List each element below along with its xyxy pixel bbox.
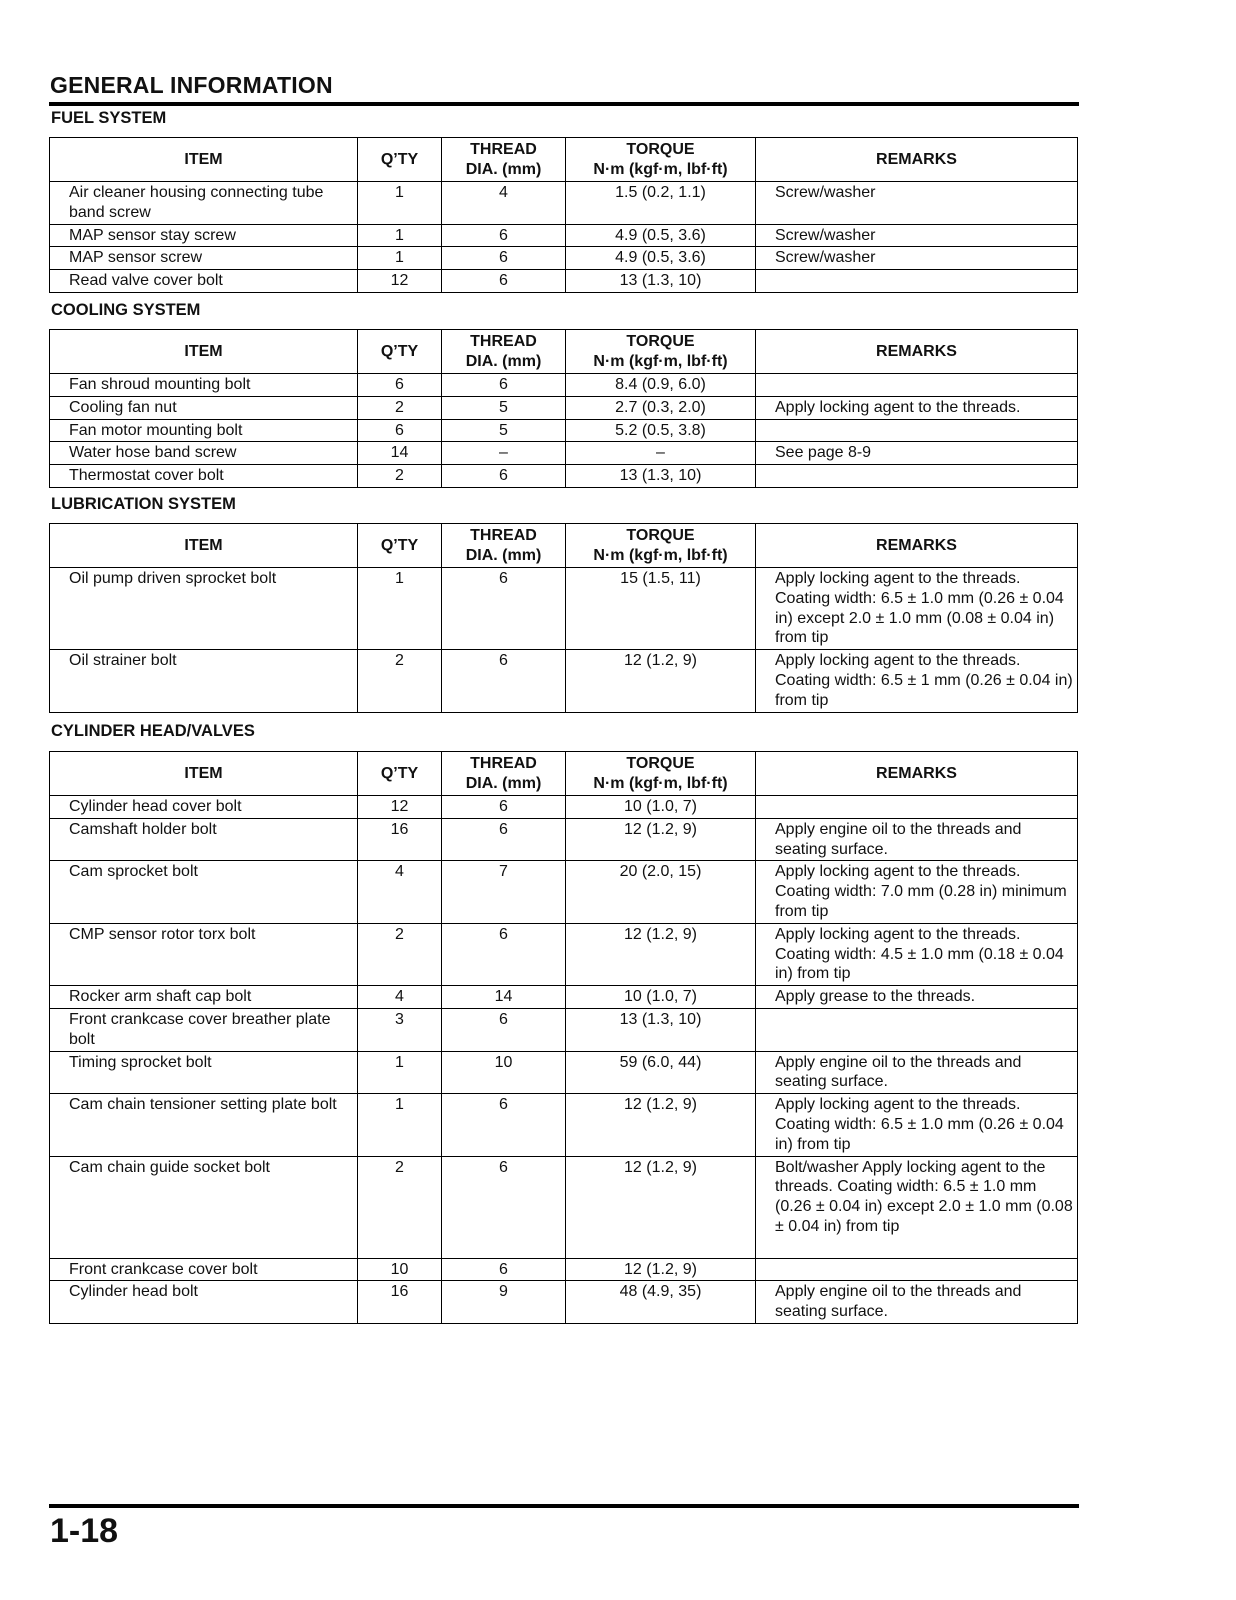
- cell-qty: 2: [358, 650, 442, 712]
- header-torque: [566, 330, 756, 374]
- header-thread-line: THREAD: [470, 526, 537, 544]
- cell-remarks: Apply locking agent to the threads. Coating width: 4.5 ± 1.0 mm (0.18 ± 0.04 in) from tip: [756, 923, 1078, 985]
- cell-remarks: [756, 270, 1078, 293]
- cell-thread: 6: [442, 270, 566, 293]
- cell-item: Camshaft holder bolt: [50, 818, 358, 861]
- header-thread-line: DIA. (mm): [465, 546, 542, 564]
- cell-qty: 1: [358, 568, 442, 650]
- cell-qty: 2: [358, 923, 442, 985]
- cell-thread: –: [442, 442, 566, 465]
- header-qty: [358, 138, 442, 182]
- cell-torque: 8.4 (0.9, 6.0): [566, 374, 756, 397]
- cell-qty: 16: [358, 818, 442, 861]
- header-torque: [566, 524, 756, 568]
- cell-item: Cam chain guide socket bolt: [50, 1156, 358, 1258]
- cell-thread: 6: [442, 650, 566, 712]
- header-torque-line: N·m (kgf·m, lbf·ft): [593, 546, 728, 564]
- header-thread: [442, 138, 566, 182]
- cell-remarks: Bolt/washer Apply locking agent to the threads. Coating width: 6.5 ± 1.0 mm (0.26 ± 0.04 in) except 2.0 ± 1.0 mm (0.08 ± 0.04 in) from tip: [756, 1156, 1078, 1258]
- cell-thread: 6: [442, 796, 566, 819]
- header-thread-line: DIA. (mm): [465, 352, 542, 370]
- cell-item: Cylinder head cover bolt: [50, 796, 358, 819]
- header-qty: [358, 752, 442, 796]
- header-torque-line: TORQUE: [626, 332, 695, 350]
- table-row: [50, 224, 1078, 247]
- table-row: [50, 465, 1078, 488]
- header-row: [50, 330, 1078, 374]
- header-remarks-line: REMARKS: [876, 764, 957, 782]
- cell-qty: 10: [358, 1258, 442, 1281]
- section-title: LUBRICATION SYSTEM: [51, 495, 236, 513]
- cell-item: Oil strainer bolt: [50, 650, 358, 712]
- table-row: [50, 1258, 1078, 1281]
- section-title: CYLINDER HEAD/VALVES: [51, 722, 255, 740]
- table-row: [50, 247, 1078, 270]
- table-row: [50, 650, 1078, 712]
- header-remarks-line: REMARKS: [876, 536, 957, 554]
- cell-remarks: Screw/washer: [756, 182, 1078, 225]
- header-thread: [442, 524, 566, 568]
- header-remarks-line: REMARKS: [876, 150, 957, 168]
- table-row: [50, 1008, 1078, 1051]
- cell-qty: 4: [358, 861, 442, 923]
- torque-spec-table: [49, 751, 1078, 1324]
- header-item-line: ITEM: [184, 150, 223, 168]
- cell-thread: 4: [442, 182, 566, 225]
- header-thread-line: DIA. (mm): [465, 160, 542, 178]
- header-thread-line: THREAD: [470, 754, 537, 772]
- cell-qty: 2: [358, 396, 442, 419]
- cell-torque: 48 (4.9, 35): [566, 1281, 756, 1324]
- cell-remarks: Apply engine oil to the threads and seating surface.: [756, 1281, 1078, 1324]
- cell-item: Fan motor mounting bolt: [50, 419, 358, 442]
- table-row: [50, 270, 1078, 293]
- cell-torque: 4.9 (0.5, 3.6): [566, 247, 756, 270]
- cell-qty: 12: [358, 796, 442, 819]
- header-qty: [358, 330, 442, 374]
- cell-torque: 5.2 (0.5, 3.8): [566, 419, 756, 442]
- header-thread-line: THREAD: [470, 140, 537, 158]
- header-torque: [566, 138, 756, 182]
- header-qty-line: Q’TY: [380, 764, 419, 782]
- header-qty-line: Q’TY: [380, 342, 419, 360]
- cell-remarks: Screw/washer: [756, 224, 1078, 247]
- cell-qty: 16: [358, 1281, 442, 1324]
- table-row: [50, 442, 1078, 465]
- section-title: COOLING SYSTEM: [51, 301, 201, 319]
- header-item: [50, 138, 358, 182]
- title-divider: [49, 102, 1079, 106]
- cell-remarks: See page 8-9: [756, 442, 1078, 465]
- cell-torque: 15 (1.5, 11): [566, 568, 756, 650]
- cell-torque: 13 (1.3, 10): [566, 270, 756, 293]
- page-number: 1-18: [50, 1512, 119, 1550]
- cell-torque: 12 (1.2, 9): [566, 1094, 756, 1156]
- cell-torque: 13 (1.3, 10): [566, 465, 756, 488]
- cell-qty: 1: [358, 224, 442, 247]
- header-thread: [442, 752, 566, 796]
- cell-qty: 14: [358, 442, 442, 465]
- header-remarks: [756, 752, 1078, 796]
- cell-item: Cooling fan nut: [50, 396, 358, 419]
- cell-qty: 3: [358, 1008, 442, 1051]
- header-item-line: ITEM: [184, 764, 223, 782]
- header-row: [50, 524, 1078, 568]
- cell-item: Air cleaner housing connecting tube band screw: [50, 182, 358, 225]
- cell-thread: 5: [442, 419, 566, 442]
- cell-item: Timing sprocket bolt: [50, 1051, 358, 1094]
- cell-torque: 2.7 (0.3, 2.0): [566, 396, 756, 419]
- cell-thread: 10: [442, 1051, 566, 1094]
- cell-thread: 6: [442, 1156, 566, 1258]
- cell-thread: 6: [442, 374, 566, 397]
- header-torque-line: TORQUE: [626, 754, 695, 772]
- cell-thread: 14: [442, 986, 566, 1009]
- cell-qty: 1: [358, 1094, 442, 1156]
- cell-item: Front crankcase cover breather plate bolt: [50, 1008, 358, 1051]
- cell-item: MAP sensor stay screw: [50, 224, 358, 247]
- header-item-line: ITEM: [184, 342, 223, 360]
- section-title: FUEL SYSTEM: [51, 109, 167, 127]
- table-row: [50, 1094, 1078, 1156]
- cell-remarks: Apply grease to the threads.: [756, 986, 1078, 1009]
- cell-qty: 12: [358, 270, 442, 293]
- cell-remarks: Screw/washer: [756, 247, 1078, 270]
- cell-remarks: [756, 1008, 1078, 1051]
- cell-torque: 10 (1.0, 7): [566, 796, 756, 819]
- cell-torque: 13 (1.3, 10): [566, 1008, 756, 1051]
- header-thread: [442, 330, 566, 374]
- cell-thread: 6: [442, 1258, 566, 1281]
- table-row: [50, 1051, 1078, 1094]
- torque-spec-table: [49, 329, 1078, 488]
- cell-torque: 12 (1.2, 9): [566, 1258, 756, 1281]
- cell-torque: 12 (1.2, 9): [566, 1156, 756, 1258]
- cell-qty: 6: [358, 419, 442, 442]
- cell-torque: 4.9 (0.5, 3.6): [566, 224, 756, 247]
- header-item-line: ITEM: [184, 536, 223, 554]
- header-item: [50, 524, 358, 568]
- cell-remarks: Apply locking agent to the threads. Coating width: 6.5 ± 1.0 mm (0.26 ± 0.04 in) from tip: [756, 1094, 1078, 1156]
- header-qty-line: Q’TY: [380, 536, 419, 554]
- cell-item: Thermostat cover bolt: [50, 465, 358, 488]
- cell-qty: 6: [358, 374, 442, 397]
- table-row: [50, 374, 1078, 397]
- cell-remarks: [756, 1258, 1078, 1281]
- header-torque: [566, 752, 756, 796]
- cell-thread: 6: [442, 247, 566, 270]
- cell-remarks: [756, 465, 1078, 488]
- cell-torque: 10 (1.0, 7): [566, 986, 756, 1009]
- cell-torque: 12 (1.2, 9): [566, 923, 756, 985]
- table-row: [50, 419, 1078, 442]
- header-thread-line: THREAD: [470, 332, 537, 350]
- header-qty-line: Q’TY: [380, 150, 419, 168]
- cell-item: Cylinder head bolt: [50, 1281, 358, 1324]
- table-row: [50, 1281, 1078, 1324]
- header-torque-line: TORQUE: [626, 526, 695, 544]
- cell-item: MAP sensor screw: [50, 247, 358, 270]
- cell-torque: 1.5 (0.2, 1.1): [566, 182, 756, 225]
- table-row: [50, 861, 1078, 923]
- table-row: [50, 796, 1078, 819]
- cell-thread: 7: [442, 861, 566, 923]
- cell-remarks: [756, 419, 1078, 442]
- header-row: [50, 752, 1078, 796]
- header-torque-line: N·m (kgf·m, lbf·ft): [593, 774, 728, 792]
- cell-remarks: Apply locking agent to the threads. Coating width: 6.5 ± 1 mm (0.26 ± 0.04 in) from tip: [756, 650, 1078, 712]
- cell-remarks: Apply locking agent to the threads.: [756, 396, 1078, 419]
- cell-thread: 6: [442, 224, 566, 247]
- cell-item: Cam sprocket bolt: [50, 861, 358, 923]
- cell-qty: 1: [358, 1051, 442, 1094]
- cell-torque: 12 (1.2, 9): [566, 650, 756, 712]
- cell-item: Cam chain tensioner setting plate bolt: [50, 1094, 358, 1156]
- cell-item: Fan shroud mounting bolt: [50, 374, 358, 397]
- header-qty: [358, 524, 442, 568]
- cell-remarks: [756, 374, 1078, 397]
- cell-item: CMP sensor rotor torx bolt: [50, 923, 358, 985]
- cell-remarks: [756, 796, 1078, 819]
- cell-torque: 20 (2.0, 15): [566, 861, 756, 923]
- cell-thread: 9: [442, 1281, 566, 1324]
- header-remarks: [756, 138, 1078, 182]
- torque-spec-table: [49, 523, 1078, 713]
- table-row: [50, 1156, 1078, 1258]
- header-item: [50, 330, 358, 374]
- table-row: [50, 568, 1078, 650]
- table-row: [50, 818, 1078, 861]
- cell-thread: 6: [442, 568, 566, 650]
- cell-torque: 59 (6.0, 44): [566, 1051, 756, 1094]
- cell-remarks: Apply engine oil to the threads and seating surface.: [756, 1051, 1078, 1094]
- header-torque-line: N·m (kgf·m, lbf·ft): [593, 160, 728, 178]
- cell-remarks: Apply locking agent to the threads. Coating width: 7.0 mm (0.28 in) minimum from tip: [756, 861, 1078, 923]
- header-remarks: [756, 330, 1078, 374]
- cell-qty: 1: [358, 182, 442, 225]
- table-row: [50, 396, 1078, 419]
- cell-remarks: Apply engine oil to the threads and seating surface.: [756, 818, 1078, 861]
- cell-thread: 5: [442, 396, 566, 419]
- cell-qty: 4: [358, 986, 442, 1009]
- table-row: [50, 986, 1078, 1009]
- header-thread-line: DIA. (mm): [465, 774, 542, 792]
- cell-qty: 1: [358, 247, 442, 270]
- header-torque-line: TORQUE: [626, 140, 695, 158]
- torque-spec-table: [49, 137, 1078, 293]
- cell-item: Oil pump driven sprocket bolt: [50, 568, 358, 650]
- cell-item: Front crankcase cover bolt: [50, 1258, 358, 1281]
- page-title: GENERAL INFORMATION: [50, 72, 333, 98]
- header-remarks-line: REMARKS: [876, 342, 957, 360]
- header-remarks: [756, 524, 1078, 568]
- cell-qty: 2: [358, 465, 442, 488]
- footer-divider: [49, 1504, 1079, 1508]
- cell-thread: 6: [442, 1008, 566, 1051]
- cell-thread: 6: [442, 1094, 566, 1156]
- cell-item: Water hose band screw: [50, 442, 358, 465]
- cell-thread: 6: [442, 465, 566, 488]
- table-row: [50, 923, 1078, 985]
- cell-item: Read valve cover bolt: [50, 270, 358, 293]
- header-row: [50, 138, 1078, 182]
- header-torque-line: N·m (kgf·m, lbf·ft): [593, 352, 728, 370]
- cell-item: Rocker arm shaft cap bolt: [50, 986, 358, 1009]
- cell-torque: –: [566, 442, 756, 465]
- cell-thread: 6: [442, 818, 566, 861]
- cell-thread: 6: [442, 923, 566, 985]
- cell-torque: 12 (1.2, 9): [566, 818, 756, 861]
- header-item: [50, 752, 358, 796]
- cell-qty: 2: [358, 1156, 442, 1258]
- table-row: [50, 182, 1078, 225]
- cell-remarks: Apply locking agent to the threads. Coating width: 6.5 ± 1.0 mm (0.26 ± 0.04 in) except 2.0 ± 1.0 mm (0.08 ± 0.04 in) from tip: [756, 568, 1078, 650]
